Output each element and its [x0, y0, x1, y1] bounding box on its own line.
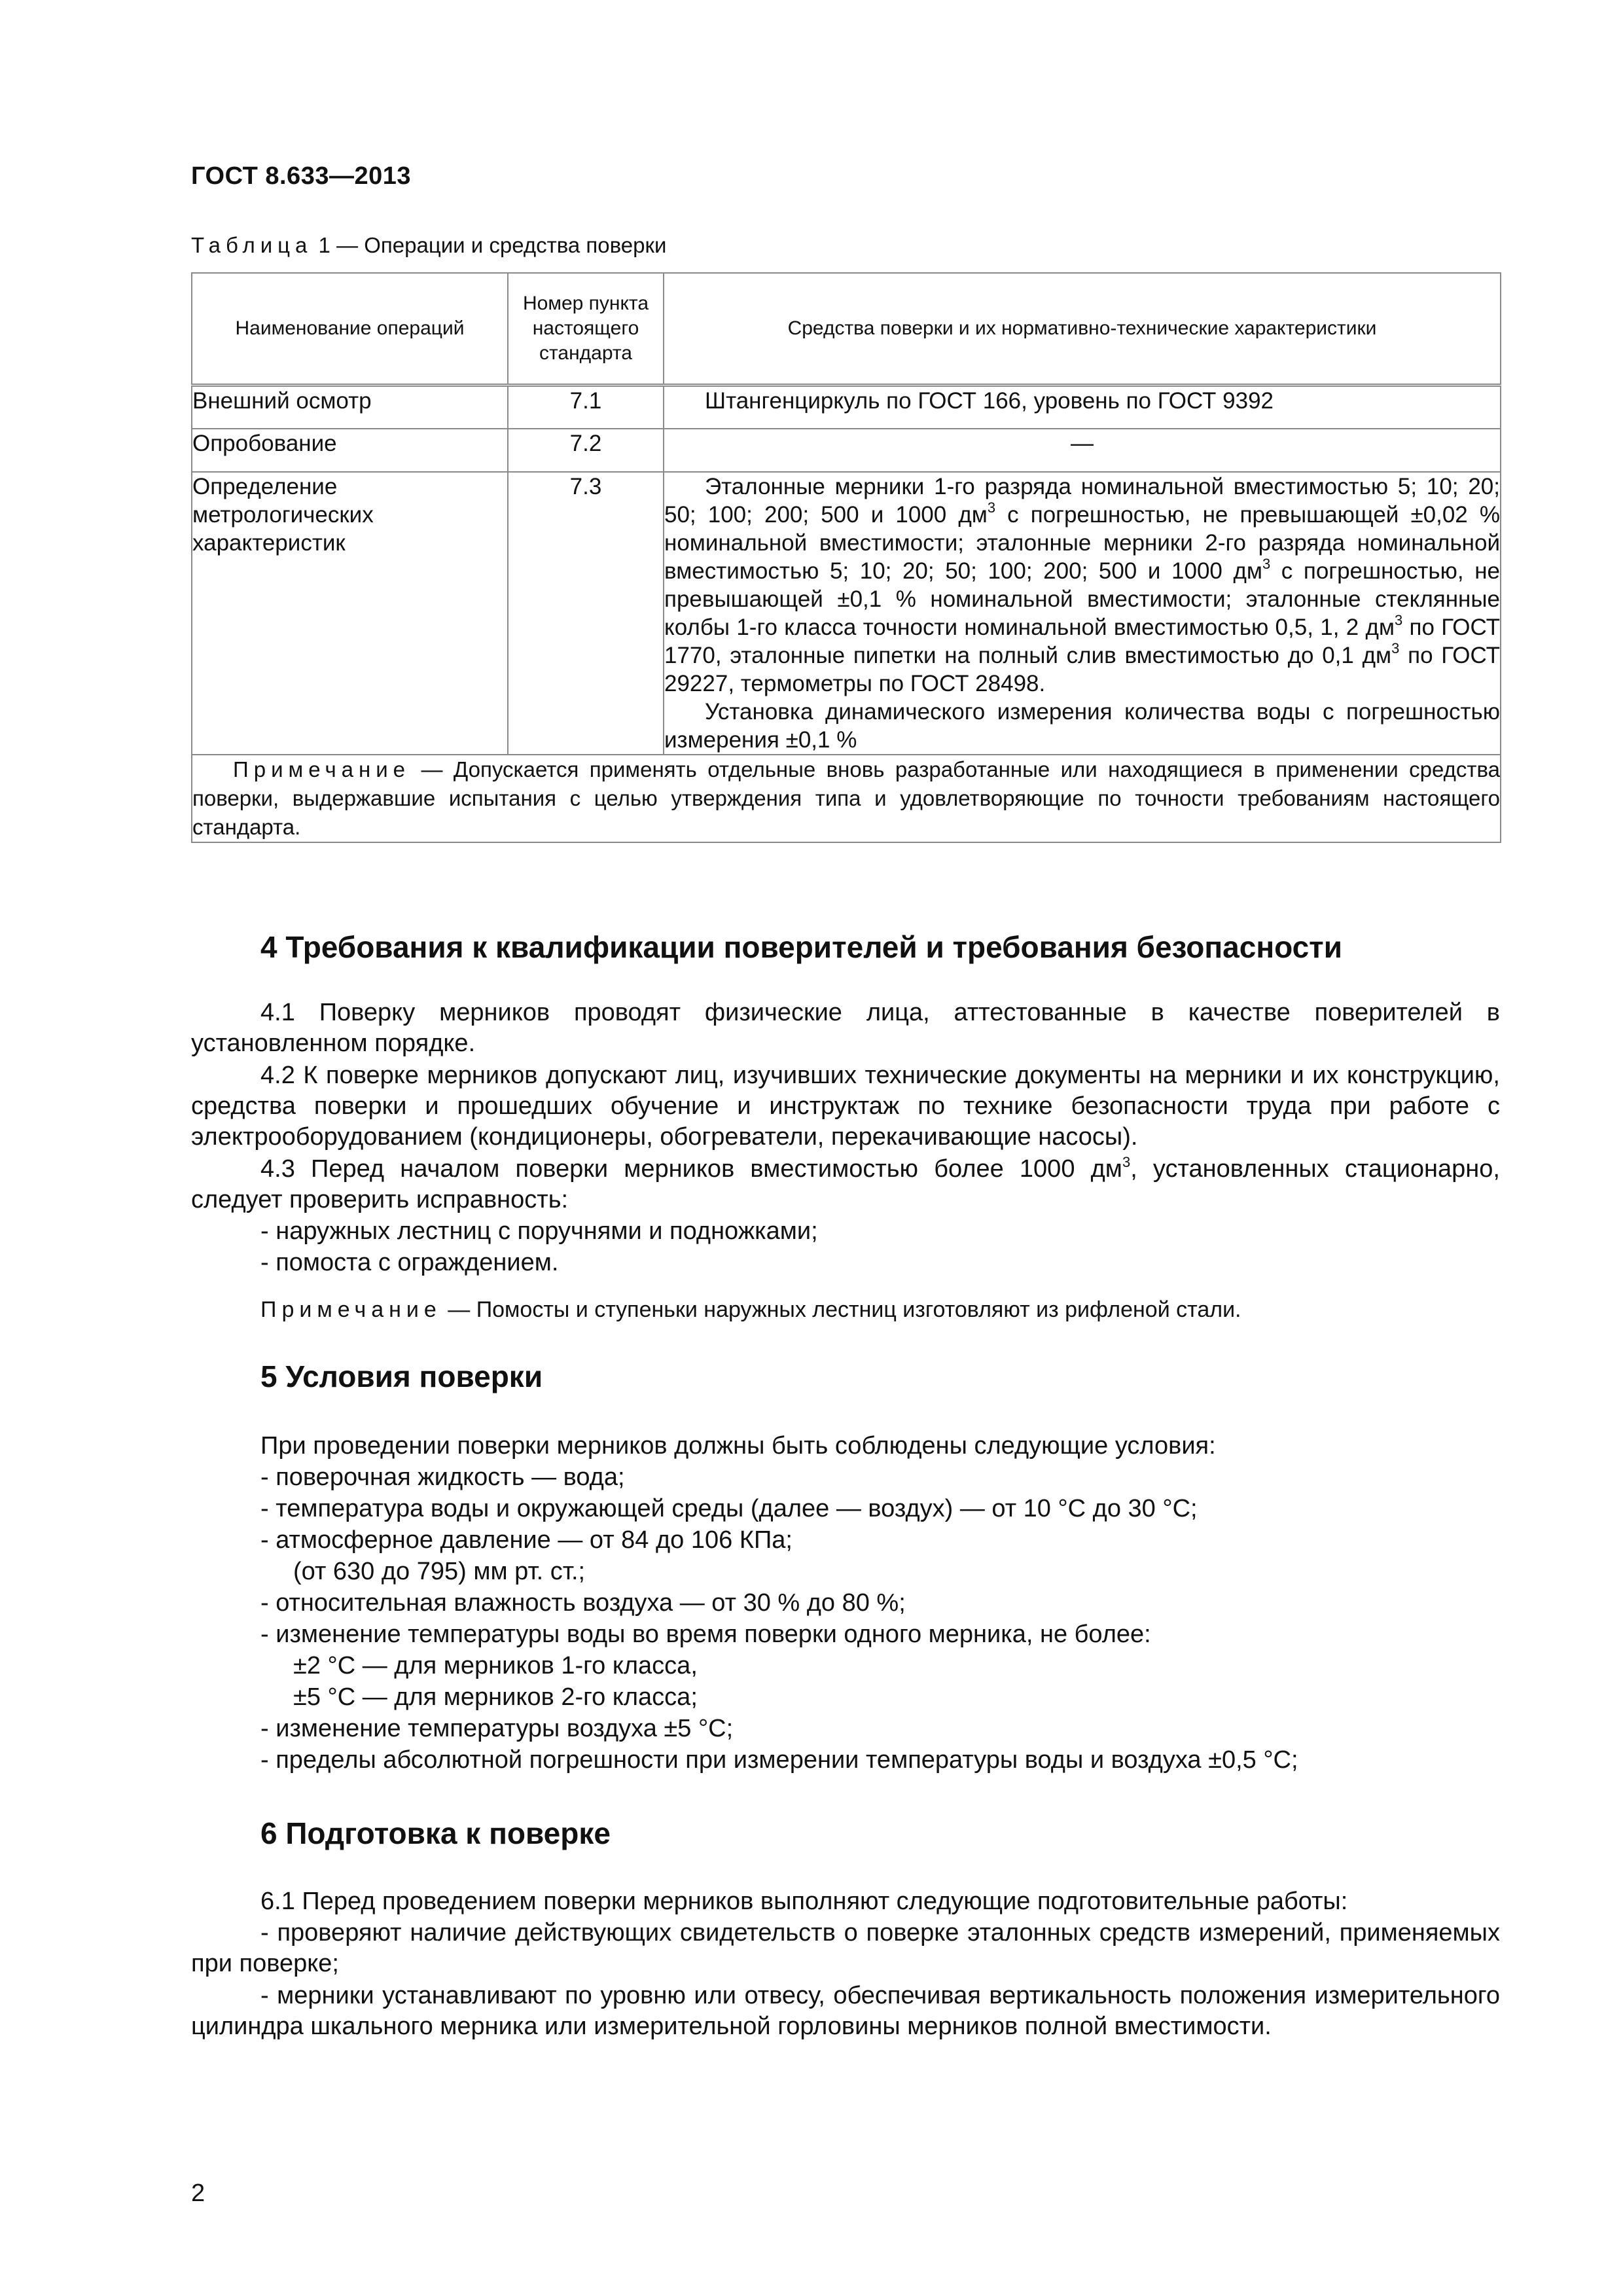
table-caption-text: 1 — Операции и средства поверки [312, 233, 667, 257]
operations-table [191, 272, 1501, 843]
list-item: - изменение температуры воздуха ±5 °С; [260, 1715, 734, 1742]
table-row [192, 386, 1501, 429]
paragraph-4-1: 4.1 Поверку мерников проводят физические лица, аттестованные в качестве поверителей в установленном порядке. [191, 999, 1500, 1057]
page-number: 2 [191, 2179, 205, 2207]
list-item: - атмосферное давление — от 84 до 106 КПа; [260, 1526, 793, 1554]
list-item: - изменение температуры воды во время поверки одного мерника, не более: [260, 1621, 1151, 1648]
list-item: - относительная влажность воздуха — от 30 % до 80 %; [260, 1589, 906, 1617]
table-caption [191, 233, 666, 258]
header-clause-number: Номер пункта настоящего стандарта [508, 273, 664, 386]
table-row [192, 429, 1501, 472]
operation-clause: 7.2 [508, 429, 664, 472]
table-header-row [192, 273, 1501, 386]
list-item: - наружных лестниц с поручнями и подножками; [260, 1217, 818, 1245]
section-4-note: Примечание — Помосты и ступеньки наружных лестниц изготовляют из рифленой стали. [260, 1297, 1241, 1322]
operation-name: Внешний осмотр [192, 386, 508, 429]
header-operations: Наименование операций [192, 273, 508, 386]
means-text: Штангенциркуль по ГОСТ 166, уровень по ГОСТ 9392 [705, 388, 1274, 414]
operation-means [664, 386, 1501, 429]
section-6-heading: 6 Подготовка к поверке [260, 1816, 611, 1850]
list-item: - помоста с ограждением. [260, 1249, 559, 1276]
list-subitem: ±2 °С — для мерников 1-го класса, [293, 1652, 698, 1679]
list-item: - температура воды и окружающей среды (далее — воздух) — от 10 °С до 30 °С; [260, 1495, 1198, 1522]
list-item: - пределы абсолютной погрешности при измерении температуры воды и воздуха ±0,5 °С; [260, 1746, 1298, 1774]
header-verification-means: Средства поверки и их нормативно-технические характеристики [664, 273, 1501, 386]
table-row [192, 472, 1501, 755]
paragraph-6-1: 6.1 Перед проведением поверки мерников выполняют следующие подготовительные работы: [260, 1888, 1348, 1915]
section-5-heading: 5 Условия поверки [260, 1359, 543, 1393]
operation-name: Определение метрологических характеристик [192, 472, 508, 755]
section-5-intro: При проведении поверки мерников должны быть соблюдены следующие условия: [260, 1432, 1216, 1460]
list-item: - поверочная жидкость — вода; [260, 1463, 625, 1491]
operation-means [664, 472, 1501, 755]
paragraph-6-item-2: - мерники устанавливают по уровню или отвесу, обеспечивая вертикальность положения измерительного цилиндра шкального мерника или измерительной горловины мерников полной вместимости. [191, 1982, 1500, 2040]
operation-clause: 7.3 [508, 472, 664, 755]
table-caption-prefix: Таблица [191, 233, 313, 257]
operation-means: — [664, 429, 1501, 472]
document-code: ГОСТ 8.633—2013 [191, 162, 411, 190]
table-note: Примечание — Допускается применять отдельные вновь разработанные или находящиеся в применении средства поверки, выдержавшие испытания с целью утверждения типа и удовлетворяющие по точности требованиям настоящего стандарта. [192, 755, 1501, 842]
operation-clause: 7.1 [508, 386, 664, 429]
paragraph-6-item-1: - проверяют наличие действующих свидетельств о поверке эталонных средств измерений, применяемых при поверке; [191, 1919, 1500, 1977]
list-subitem: (от 630 до 795) мм рт. ст.; [293, 1558, 586, 1585]
section-4-heading: 4 Требования к квалификации поверителей и требования безопасности [260, 930, 1342, 964]
table-note-row [192, 755, 1501, 842]
operation-name: Опробование [192, 429, 508, 472]
paragraph-4-3: 4.3 Перед началом поверки мерников вместимостью более 1000 $дм^3$, установленных стационарно, следует проверить исправность: [191, 1154, 1500, 1213]
means-paragraph: Эталонные мерники 1-го разряда номинальной вместимостью 5; 10; 20; 50; 100; 200; 500 и 1000 $дм^3$ с погрешностью, не превышающей ±0,02 % номинальной вместимости; эталонные мерники 2-го разряда номинальной вместимостью 5; 10; 20; 50; 100; 200; 500 и 1000 $дм^3$ с погрешностью, не превышающей ±0,1 % номинальной вместимости; эталонные стеклянные колбы 1-го класса точности номинальной вместимостью 0,5, 1, 2 $дм^3$ по ГОСТ 1770, эталонные пипетки на полный слив вместимостью до 0,1 $дм^3$ по ГОСТ 29227, термометры по ГОСТ 28498. [664, 473, 1501, 696]
list-subitem: ±5 °С — для мерников 2-го класса; [293, 1683, 698, 1711]
means-paragraph: Установка динамического измерения количества воды с погрешностью измерения ±0,1 % [664, 698, 1500, 753]
paragraph-4-2: 4.2 К поверке мерников допускают лиц, изучивших технические документы на мерники и их конструкцию, средства поверки и прошедших обучение и инструктаж по технике безопасности труда при работе с электрооборудованием (кондиционеры, обогреватели, перекачивающие насосы). [191, 1062, 1500, 1151]
